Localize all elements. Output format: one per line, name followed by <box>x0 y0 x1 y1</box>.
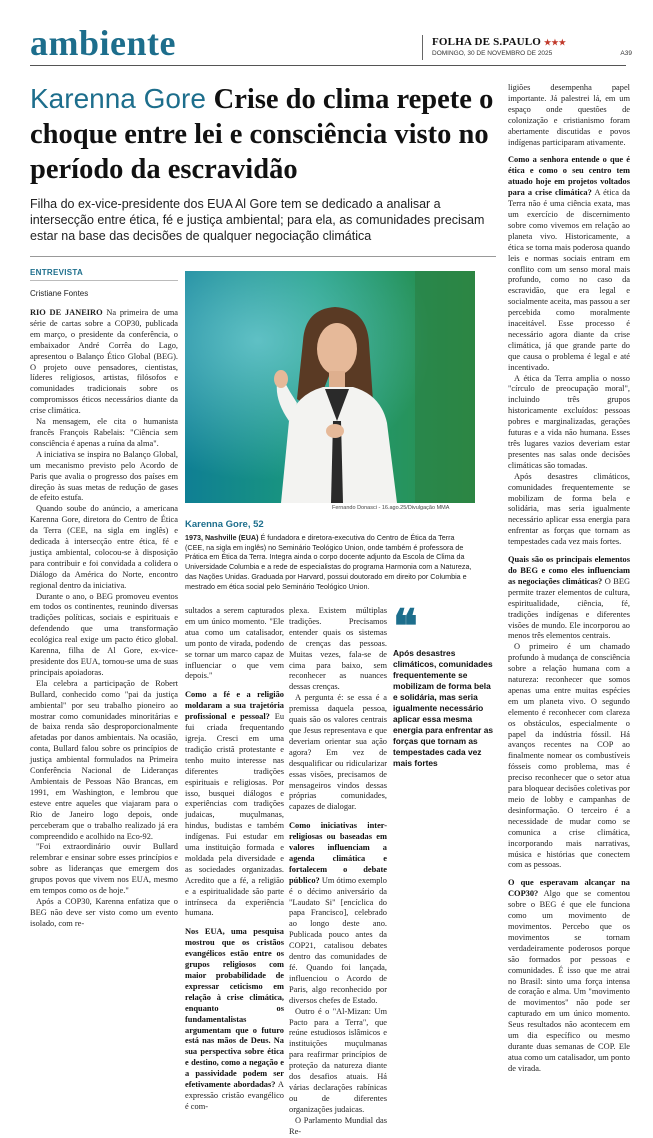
caption-text: É fundadora e diretora-executiva do Centro de Ética da Terra (CEE, na sigla em inglês) no Seminário Teológico Union, onde também é professora de Prática em Ética da Terra. Integra ainda o corpo docente adjunto da Escola de Clima da Universidade Columbia e a rede de especialistas do programa Harmonia com a Natureza, das Nações Unidas. Graduada por Harvard, possui doutorado em direito por Columbia e mestrado em ética social pelo Seminário Teológico Union. <box>185 533 472 591</box>
deck: Filha do ex-vice-presidente dos EUA Al Gore tem se dedicado a analisar a intersecção entre ética, fé e justiça ambiental; para ela, as comunidades precisam estar na base das decisões de qualquer negociação climática <box>30 197 485 244</box>
answer: Algo que se comentou sobre o BEG é que ele funciona como um movimento de movimentos. Percebo que os movimentos se tornam verdadeiramente poderosos porque são formados por pessoas e comunidades. É isso que me atrai no Brasil: sinto uma força intensa de coração e alma. Um "movimento de movimentos" não pode ser capturado em um único momento. Seus resultados não acontecem em um dia específico ou mesmo durante duas semanas de COP. Ele atua como um catalisador, um ponto de virada. <box>508 889 630 1073</box>
question: Como a fé e a religião moldaram a sua trajetória profissional e pessoal? <box>185 690 284 722</box>
paragraph: Após a COP30, Karenna enfatiza que o BEG não deve ser visto como um evento isolado, com re- <box>30 896 178 928</box>
paragraph: Ela celebra a participação de Robert Bullard, conhecido como "pai da justiça ambiental" por seu trabalho pioneiro ao mostrar como comunidades minoritárias e de baixa renda são desproporcionalmente afetadas por danos ambientais. Na ocasião, conta, Bullard falou sobre os princípios de justiça ambiental formulados na Primeira Conferência Nacional de Lideranças Ambientais de Pessoas Não Brancas, em 1991, em Washington, e lembrou que esteve entre aqueles que viajaram para o Rio de Janeiro logo depois, onde perceberam que o trabalho realizado já era compreendido e acolhido na Eco-92. <box>30 678 178 841</box>
caption-bio <box>185 533 475 591</box>
paragraph: "Foi extraordinário ouvir Bullard relembrar e ensinar sobre esses princípios e sobre as lideranças que emergem dos grupos povos que vivem nos EUA, mesmo em tempos como os de hoje." <box>30 842 178 896</box>
paragraph: Após desastres climáticos, comunidades frequentemente se mobilizam de forma bela e solidária, mas seria igualmente necessário aplicar essa energia para enfrentar as forças que tornam as tempestades cada vez mais fortes. <box>508 471 630 547</box>
answer: Um ótimo exemplo é o décimo aniversário da "Laudato Si" [encíclica do papa Francisco], celebrado ao longo deste ano. Publicada pouco antes da COP21, catalisou debates dentro das comunidades de fé. Quando foi lançada, influenciou o Acordo de Paris, algo reconhecido por diversos chefes de Estado. <box>289 875 387 1005</box>
newspaper-name: FOLHA DE S.PAULO <box>432 36 542 48</box>
caption-birth: 1973, Nashville (EUA) <box>185 533 259 542</box>
column-1 <box>30 308 178 930</box>
paragraph: Na mensagem, ele cita o humanista francês François Rabelais: "Ciência sem consciência é apenas a ruína da alma". <box>30 417 178 448</box>
headline <box>30 82 500 187</box>
paragraph: O primeiro é um chamado profundo à mudança de consciência sobre a relação humana com a natureza: reconhecer que somos apenas uma entre muitas espécies em um planeta vivo. O segundo elemento é reconhecer com clareza os obstáculos, especialmente o papel da indústria fóssil. Há avanços recentes na COP ao finalmente nomear os combustíveis fósseis como problema, mas é preciso reconhecer que o setor atua para bloquear decisões coletivas por meio de lobby e campanhas de desinformação. O terceiro é a necessidade de mudar como se comunica a crise climática, incorporando mais narrativas, música e histórias que conectem com as pessoas. <box>508 642 630 870</box>
column-4 <box>508 83 630 1075</box>
kicker-rule <box>30 280 178 281</box>
question: Quais são os principais elementos do BEG e como eles influenciam as negociações climáticas? <box>508 555 630 586</box>
deck-rule <box>30 256 496 257</box>
paragraph: sultados a serem capturados em um único momento. "Ele atua como um catalisador, um ponto de virada, podendo se tornar um marco capaz de influenciar o que vem depois." <box>185 606 284 681</box>
question: Como iniciativas inter-religiosas ou baseadas em valores influenciam a agenda climática e fortalecem o debate público? <box>289 821 387 885</box>
caption-name: Karenna Gore, 52 <box>185 519 264 530</box>
photo-credit: Fernando Donasci - 16.ago.25/Divulgação MMA <box>332 505 450 511</box>
paragraph: Durante o ano, o BEG promoveu eventos em todos os continentes, reunindo diversas tradições políticas, sociais e espirituais e defendendo que uma transformação ecológica real exige um pacto ético global. Karenna, filha de Al Gore, ex-vice-presidente dos EUA, tornou-se uma de suas principais apoiadoras. <box>30 591 178 677</box>
portrait-image <box>185 271 475 503</box>
paragraph: Na primeira de uma série de cartas sobre a COP30, publicada em março, o presidente da conferência, o embaixador André Corrêa do Lago, apresentou o Balanço Ético Global (BEG). O projeto ouve pensadores, cientistas, líderes religiosos, artistas, filósofos e comunidades tradicionais sobre os compromissos éticos necessários diante da crise climática. <box>30 308 178 416</box>
pull-quote-text: Após desastres climáticos, comunidades frequentemente se mobilizam de forma bela e solidária, mas seria igualmente necessário aplicar essa mesma energia para enfrentar as forças que tornam as tempestades cada vez mais fortes <box>393 648 494 768</box>
paragraph: ligiões desempenha papel importante. Já palestrei lá, em um espaço onde questões de colonização e cristianismo foram abertamente discutidas e povos indígenas participaram ativamente. <box>508 83 630 147</box>
pull-quote <box>393 601 495 769</box>
column-2 <box>185 606 284 1113</box>
answer: A expressão cristão evangélico é com- <box>185 1080 284 1111</box>
headline-title: Crise do clima repete o choque entre lei e consciência visto no período da escravidão <box>30 84 494 185</box>
dateline-city: RIO DE JANEIRO <box>30 308 103 317</box>
quote-mark-icon: ❝ <box>393 601 418 652</box>
byline: Cristiane Fontes <box>30 289 89 298</box>
portrait-photo <box>185 271 475 503</box>
paragraph: Quando soube do anúncio, a americana Karenna Gore, diretora do Centro de Ética da Terra (CEE, na sigla em inglês) e dedicada à intersecção entre ética, fé e justiça ambiental, colocou-se à disposição para contribuir e foi convidada a colidera o Diálogo da América do Norte, encontro regional dentro da iniciativa. <box>30 504 178 590</box>
masthead <box>432 36 566 48</box>
question: O que esperavam alcançar na COP30? <box>508 878 630 899</box>
headline-name: Karenna Gore <box>30 83 206 114</box>
edition-stars: ★★★ <box>544 37 567 47</box>
issue-date: DOMINGO, 30 DE NOVEMBRO DE 2025 <box>432 50 553 57</box>
paragraph: A iniciativa se inspira no Balanço Global, um mecanismo previsto pelo Acordo de Paris que avalia o progresso dos países em direção às suas metas de redução de gases de efeito estufa. <box>30 449 178 503</box>
paragraph: O Parlamento Mundial das Re- <box>289 1115 387 1136</box>
paragraph: plexa. Existem múltiplas tradições. Precisamos entender quais os sistemas de crenças das pessoas. Muitas vezes, fala-se de cima para baixo, sem reconhecer as nuances dessas crenças. <box>289 606 387 692</box>
question: Como a senhora entende o que é ética e como o seu centro tem atuado hoje em projetos voltados para a crise climática? <box>508 155 630 198</box>
page-number: A39 <box>620 50 632 57</box>
kicker: ENTREVISTA <box>30 268 84 277</box>
answer: A ética da Terra não é uma ciência exata, mas um exercício de discernimento sobre como vivemos em relação ao planeta vivo. Historicamente, a ética se torna mais poderosa quando leis e normas sociais entram em conflito com um senso moral mais profundo, como no caso da escravidão, que era legal e socialmente aceita, mas passou a ser percebida como moralmente inaceitável. Esse processo é necessário agora diante da crise climática, já que grande parte do que causa o problema é legal e até incentivado. <box>508 188 631 372</box>
paragraph: A ética da Terra amplia o nosso "círculo de preocupação moral", incluindo três grupos historicamente excluídos: pessoas pobres e marginalizadas, gerações futuras e a vida não humana. Esses três lugares vazios deveriam estar presentes nas salas onde decisões climáticas são tomadas. <box>508 373 630 470</box>
column-3 <box>289 606 387 1138</box>
section-title: ambiente <box>30 23 176 63</box>
paragraph: A pergunta é: se essa é a premissa daquela pessoa, quais são os valores centrais que Jesus representava e que deveriam orientar sua ação agora? Em vez de desqualificar ou ridicularizar essas visões, precisamos de mensageiros vindos dessas próprias comunidades, capazes de dialogar. <box>289 693 387 812</box>
dateline <box>432 50 632 57</box>
question: Nos EUA, uma pesquisa mostrou que os cristãos evangélicos estão entre os grupos religiosos com maior probabilidade de expressar ceticismo em relação à crise climática, enquanto os fundamentalistas argumentam que o futuro está nas mãos de Deus. Na sua perspectiva sobre ética e destino, como a negação e a passividade podem ser efetivamente abordadas? <box>185 927 284 1090</box>
answer: Eu fui criada frequentando igreja. Cresci em uma tradição cristã protestante e tenho muito interesse nas diferentes tradições espirituais e religiosas. Por isso, busquei diálogos e experiências com tradições judaicas, muçulmanas, hindus, budistas e também indígenas. Fui estudar em uma instituição formada e moldada pela diversidade e as sociedades organizadas. Acredito que a fé, a religião e a espiritualidade são parte intrínseca da experiência humana. <box>185 712 285 918</box>
header-divider <box>422 35 423 60</box>
answer: O BEG permite trazer elementos de cultura, espiritualidade, ciência, fé, tradições indígenas e diferentes visões de mundo. Ele incorporou ao menos três elementos centrais. <box>508 576 630 641</box>
paragraph: Outro é o "Al-Mizan: Um Pacto para a Terra", que reúne estudiosos islâmicos e instituições muçulmanas para reafirmar princípios de proteção da natureza diante dos desafios atuais. Há várias declarações rabínicas ou de diferentes organizações judaicas. <box>289 1006 387 1114</box>
header-rule <box>30 65 626 66</box>
